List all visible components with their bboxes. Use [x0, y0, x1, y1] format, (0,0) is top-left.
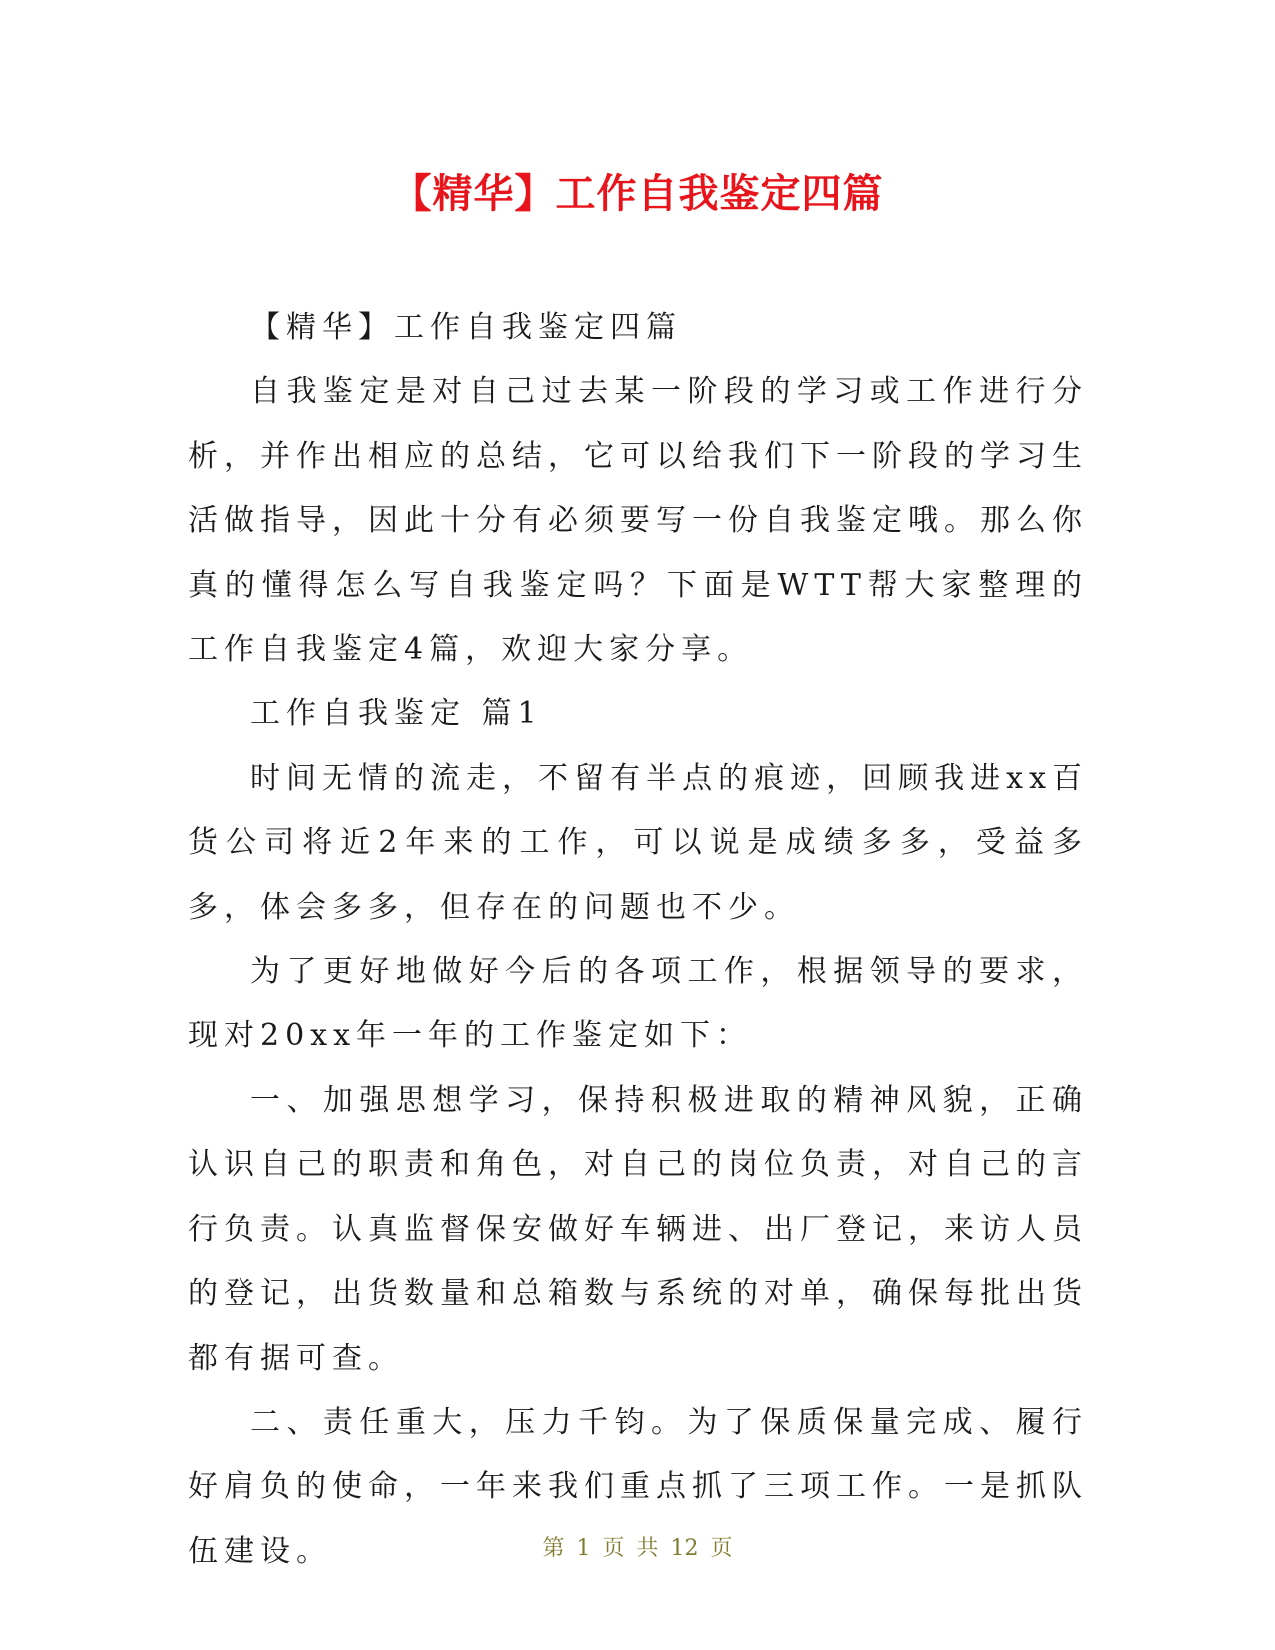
paragraph: 为了更好地做好今后的各项工作，根据领导的要求，现对20xx年一年的工作鉴定如下： — [188, 954, 1088, 1054]
footer-total-word: 共 — [636, 1536, 659, 1561]
footer-page-word: 页 — [602, 1536, 625, 1561]
paragraph: 时间无情的流走，不留有半点的痕迹，回顾我进xx百货公司将近2年来的工作，可以说是成绩多多，受益多多，体会多多，但存在的问题也不少。 — [188, 760, 1088, 925]
paragraph: 一、加强思想学习，保持积极进取的精神风貌，正确认识自己的职责和角色，对自己的岗位负责，对自己的言行负责。认真监督保安做好车辆进、出厂登记，来访人员的登记，出货数量和总箱数与系统的对单，确保每批出货都有据可查。 — [188, 1082, 1088, 1376]
paragraph-heading: 【精华】工作自我鉴定四篇 — [250, 310, 682, 345]
paragraph-section-title: 工作自我鉴定 篇1 — [250, 696, 543, 732]
footer-suffix: 页 — [710, 1536, 733, 1561]
page-footer — [0, 1534, 1275, 1564]
document-title: 【精华】工作自我鉴定四篇 — [391, 171, 884, 217]
paragraph-intro: 自我鉴定是对自己过去某一阶段的学习或工作进行分析，并作出相应的总结，它可以给我们下一阶段的学习生活做指导，因此十分有必须要写一份自我鉴定哦。那么你真的懂得怎么写自我鉴定吗？下面是WTT帮大家整理的工作自我鉴定4篇，欢迎大家分享。 — [188, 374, 1088, 668]
footer-current-page: 1 — [576, 1536, 591, 1561]
footer-total-pages: 12 — [670, 1536, 699, 1561]
footer-prefix: 第 — [542, 1536, 565, 1561]
document-body — [188, 296, 1088, 1584]
paragraph: 二、责任重大，压力千钧。为了保质保量完成、履行好肩负的使命，一年来我们重点抓了三项工作。一是抓队伍建设。 — [188, 1404, 1088, 1569]
